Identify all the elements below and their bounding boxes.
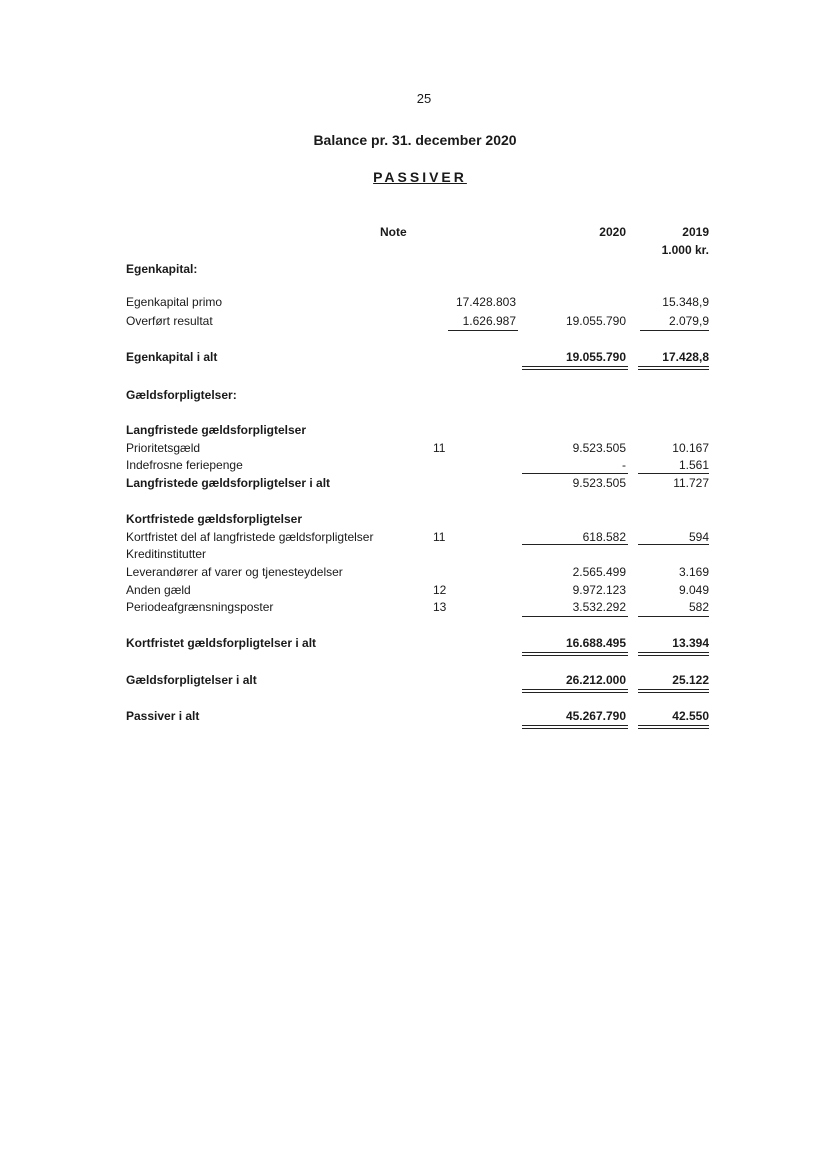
shortterm-portion-rule-2019	[638, 544, 709, 545]
accruals-label: Periodeafgrænsningsposter	[126, 600, 274, 614]
suppliers-2019: 3.169	[678, 565, 709, 579]
liabilities-total-2019: 25.122	[672, 673, 709, 687]
year-2019-header: 2019	[682, 225, 709, 239]
mortgage-debt-label: Prioritetsgæld	[126, 441, 201, 455]
mortgage-debt-2020: 9.523.505	[572, 441, 626, 455]
credit-institutions-label: Kreditinstitutter	[126, 547, 207, 561]
shortterm-portion-2020: 618.582	[582, 530, 626, 544]
shortterm-total-label: Kortfristet gældsforpligtelser i alt	[126, 636, 317, 650]
equity-primo-sub: 17.428.803	[455, 295, 516, 309]
transferred-result-sub: 1.626.987	[462, 314, 516, 328]
shortterm-heading: Kortfristede gældsforpligtelser	[126, 512, 303, 526]
accruals-rule-2020	[522, 616, 628, 617]
accruals-rule-2019	[638, 616, 709, 617]
accruals-note: 13	[433, 600, 447, 614]
frozen-holiday-pay-label: Indefrosne feriepenge	[126, 458, 243, 472]
suppliers-2020: 2.565.499	[572, 565, 626, 579]
other-debt-2019: 9.049	[678, 583, 709, 597]
shortterm-total-rule-2019-b	[638, 655, 709, 656]
longterm-total-label: Langfristede gældsforpligtelser i alt	[126, 476, 331, 490]
passiver-total-2020: 45.267.790	[565, 709, 626, 723]
accruals-2020: 3.532.292	[572, 600, 626, 614]
frozen-holiday-pay-2020: -	[622, 458, 626, 472]
shortterm-portion-2019: 594	[688, 530, 709, 544]
shortterm-total-rule-2020	[522, 652, 628, 653]
equity-primo-2019: 15.348,9	[662, 295, 709, 309]
mortgage-debt-note: 11	[433, 441, 446, 455]
longterm-rule-2020	[522, 473, 628, 474]
suppliers-label: Leverandører af varer og tjenesteydelser	[126, 565, 343, 579]
accruals-2019: 582	[688, 600, 709, 614]
shortterm-portion-label: Kortfristet del af langfristede gældsforpligtelser	[126, 530, 374, 544]
equity-total-label: Egenkapital i alt	[126, 350, 218, 364]
shortterm-total-2020: 16.688.495	[565, 636, 626, 650]
unit-header: 1.000 kr.	[661, 243, 709, 257]
page-title: Balance pr. 31. december 2020	[313, 132, 517, 148]
shortterm-total-rule-2019	[638, 652, 709, 653]
liabilities-total-label: Gældsforpligtelser i alt	[126, 673, 257, 687]
longterm-total-2019: 11.727	[673, 476, 709, 490]
equity-total-2020: 19.055.790	[565, 350, 626, 364]
equity-primo-label: Egenkapital primo	[126, 295, 223, 309]
passiver-total-2019: 42.550	[672, 709, 709, 723]
year-2020-header: 2020	[599, 225, 626, 239]
longterm-heading: Langfristede gældsforpligtelser	[126, 423, 307, 437]
shortterm-total-2019: 13.394	[672, 636, 709, 650]
passiver-total-rule-2019-b	[638, 728, 709, 729]
frozen-holiday-pay-2019: 1.561	[678, 458, 709, 472]
liabilities-total-rule-2019	[638, 689, 709, 690]
other-debt-2020: 9.972.123	[572, 583, 626, 597]
shortterm-portion-rule-2020	[522, 544, 628, 545]
passiver-total-rule-2019	[638, 725, 709, 726]
transferred-result-2019: 2.079,9	[668, 314, 709, 328]
rule-2019-primo	[640, 330, 709, 331]
other-debt-label: Anden gæld	[126, 583, 191, 597]
shortterm-total-rule-2020-b	[522, 655, 628, 656]
page-subtitle: PASSIVER	[373, 169, 467, 185]
liabilities-total-2020: 26.212.000	[565, 673, 626, 687]
passiver-total-rule-2020	[522, 725, 628, 726]
equity-total-rule-2020-b	[522, 369, 628, 370]
equity-total-rule-2020	[522, 366, 628, 367]
passiver-total-rule-2020-b	[522, 728, 628, 729]
equity-total-rule-2019-b	[638, 369, 709, 370]
other-debt-note: 12	[433, 583, 447, 597]
transferred-result-label: Overført resultat	[126, 314, 213, 328]
shortterm-portion-note: 11	[433, 530, 446, 544]
equity-heading: Egenkapital:	[126, 262, 198, 276]
liabilities-total-rule-2020	[522, 689, 628, 690]
sub-column-rule	[448, 330, 518, 331]
liabilities-heading: Gældsforpligtelser:	[126, 388, 237, 402]
equity-total-2019: 17.428,8	[662, 350, 709, 364]
transferred-result-2020: 19.055.790	[565, 314, 626, 328]
passiver-total-label: Passiver i alt	[126, 709, 200, 723]
mortgage-debt-2019: 10.167	[672, 441, 709, 455]
note-header: Note	[380, 225, 407, 239]
liabilities-total-rule-2020-b	[522, 692, 628, 693]
longterm-total-2020: 9.523.505	[572, 476, 626, 490]
longterm-rule-2019	[638, 473, 709, 474]
page-number: 25	[416, 91, 432, 106]
liabilities-total-rule-2019-b	[638, 692, 709, 693]
equity-total-rule-2019	[638, 366, 709, 367]
